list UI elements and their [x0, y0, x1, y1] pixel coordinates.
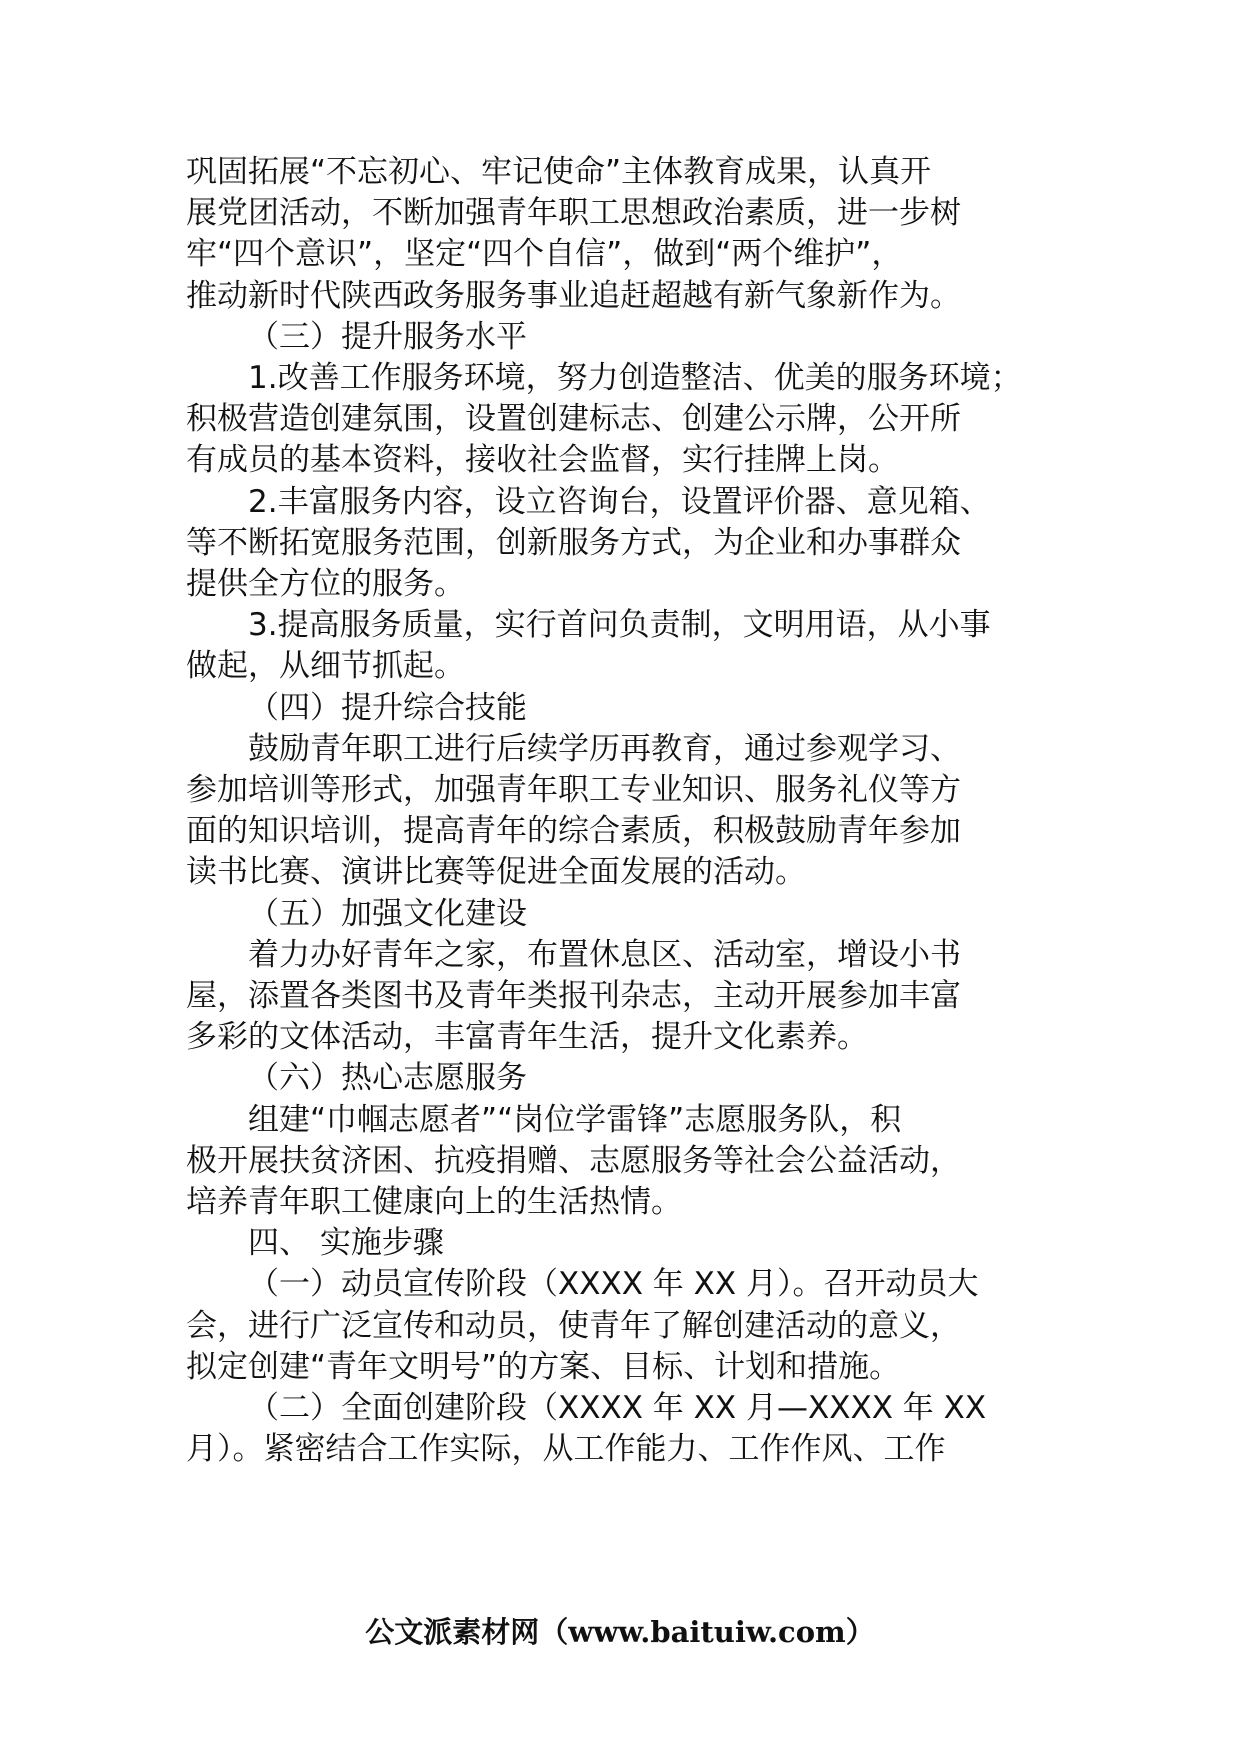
- section-heading: （六）热心志愿服务: [248, 1060, 527, 1097]
- body-line: 参加培训等形式，加强青年职工专业知识、服务礼仪等方: [186, 772, 961, 809]
- body-line: 培养青年职工健康向上的生活热情。: [186, 1184, 682, 1221]
- paragraph-first-line: 鼓励青年职工进行后续学历再教育，通过参观学习、: [248, 730, 961, 767]
- paragraph-first-line: （一）动员宣传阶段（XXXX 年 XX 月）。召开动员大: [248, 1266, 979, 1303]
- paragraph-first-line: 2.丰富服务内容，设立咨询台，设置评价器、意见箱、: [248, 483, 991, 520]
- body-line: 等不断拓宽服务范围，创新服务方式，为企业和办事群众: [186, 524, 961, 561]
- paragraph-first-line: 着力办好青年之家，布置休息区、活动室，增设小书: [248, 936, 961, 973]
- paragraph-first-line: 1.改善工作服务环境，努力创造整洁、优美的服务环境；: [248, 360, 1022, 397]
- page-footer-watermark: 公文派素材网（www.baituiw.com）: [365, 1615, 875, 1649]
- body-line: 做起，从细节抓起。: [186, 648, 465, 685]
- body-line: 会，进行广泛宣传和动员，使青年了解创建活动的意义，: [186, 1307, 961, 1344]
- body-line: 积极营造创建氛围，设置创建标志、创建公示牌，公开所: [186, 401, 961, 438]
- body-line: 推动新时代陕西政务服务事业追赶超越有新气象新作为。: [186, 277, 961, 314]
- body-line: 牢“四个意识”，坚定“四个自信”，做到“两个维护”，: [186, 236, 903, 273]
- section-heading: （五）加强文化建设: [248, 895, 527, 932]
- body-line: 拟定创建“青年文明号”的方案、目标、计划和措施。: [186, 1348, 901, 1385]
- section-heading: 四、 实施步骤: [248, 1225, 444, 1262]
- body-line: 极开展扶贫济困、抗疫捐赠、志愿服务等社会公益活动，: [186, 1142, 961, 1179]
- body-line: 读书比赛、演讲比赛等促进全面发展的活动。: [186, 854, 806, 891]
- body-line: 展党团活动，不断加强青年职工思想政治素质，进一步树: [186, 195, 961, 232]
- section-heading: （三）提升服务水平: [248, 318, 527, 355]
- section-heading: （四）提升综合技能: [248, 689, 527, 726]
- paragraph-first-line: （二）全面创建阶段（XXXX 年 XX 月—XXXX 年 XX: [248, 1390, 987, 1427]
- body-line: 巩固拓展“不忘初心、牢记使命”主体教育成果，认真开: [186, 154, 932, 190]
- body-line: 有成员的基本资料，接收社会监督，实行挂牌上岗。: [186, 442, 899, 479]
- paragraph-first-line: 组建“巾帼志愿者”“岗位学雷锋”志愿服务队，积: [248, 1101, 902, 1138]
- document-body: [186, 152, 1086, 1471]
- body-line: 屋，添置各类图书及青年类报刊杂志，主动开展参加丰富: [186, 978, 961, 1015]
- body-line: 月）。紧密结合工作实际，从工作能力、工作作风、工作: [186, 1431, 946, 1468]
- body-line: 面的知识培训，提高青年的综合素质，积极鼓励青年参加: [186, 813, 961, 850]
- body-line: 多彩的文体活动，丰富青年生活，提升文化素养。: [186, 1019, 868, 1056]
- body-line: 提供全方位的服务。: [186, 566, 465, 603]
- paragraph-first-line: 3.提高服务质量，实行首问负责制，文明用语，从小事: [248, 607, 991, 644]
